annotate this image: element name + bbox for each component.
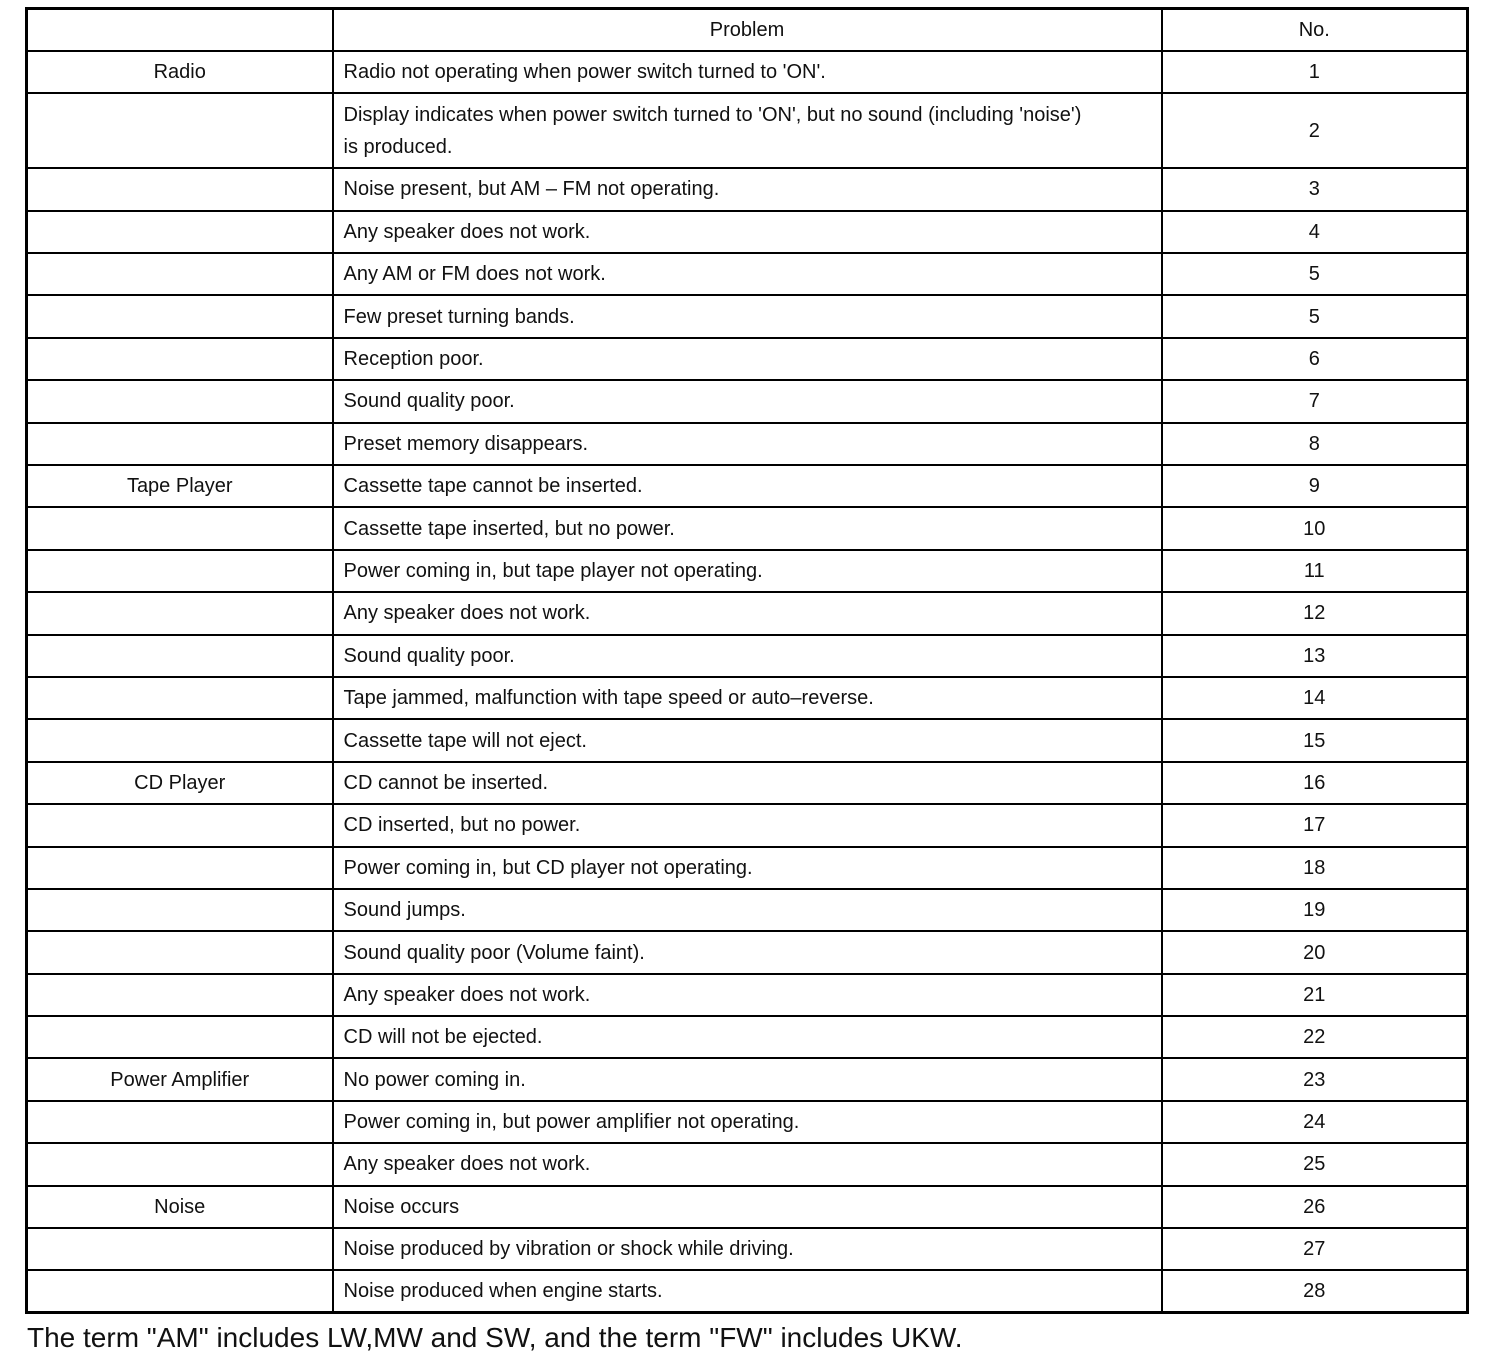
row-number: 12 xyxy=(1162,592,1468,634)
row-problem: CD inserted, but no power. xyxy=(333,804,1162,846)
table-row xyxy=(27,847,1468,889)
table-row xyxy=(27,592,1468,634)
row-problem: Cassette tape inserted, but no power. xyxy=(333,507,1162,549)
row-category: CD Player xyxy=(27,762,333,804)
row-number: 24 xyxy=(1162,1101,1468,1143)
row-number: 3 xyxy=(1162,168,1468,210)
row-number: 28 xyxy=(1162,1270,1468,1312)
row-number: 20 xyxy=(1162,931,1468,973)
row-number: 16 xyxy=(1162,762,1468,804)
row-category: Radio xyxy=(27,51,333,93)
row-problem: Noise produced when engine starts. xyxy=(333,1270,1162,1312)
row-problem: Reception poor. xyxy=(333,338,1162,380)
row-category xyxy=(27,168,333,210)
row-category xyxy=(27,423,333,465)
table-row xyxy=(27,168,1468,210)
table-row xyxy=(27,338,1468,380)
table-row xyxy=(27,507,1468,549)
row-number: 15 xyxy=(1162,719,1468,761)
table-row xyxy=(27,253,1468,295)
table-header-row xyxy=(27,9,1468,51)
row-problem: Few preset turning bands. xyxy=(333,295,1162,337)
row-problem: Sound quality poor. xyxy=(333,380,1162,422)
row-category xyxy=(27,804,333,846)
row-category xyxy=(27,677,333,719)
header-problem: Problem xyxy=(333,9,1162,51)
row-problem: Cassette tape cannot be inserted. xyxy=(333,465,1162,507)
row-category xyxy=(27,1270,333,1312)
row-problem: Any speaker does not work. xyxy=(333,592,1162,634)
table-row xyxy=(27,931,1468,973)
table-row xyxy=(27,93,1468,168)
row-number: 2 xyxy=(1162,93,1468,168)
table-row xyxy=(27,1143,1468,1185)
row-category xyxy=(27,889,333,931)
table-row xyxy=(27,295,1468,337)
table-row xyxy=(27,719,1468,761)
row-category xyxy=(27,338,333,380)
row-problem: Any speaker does not work. xyxy=(333,974,1162,1016)
table-row xyxy=(27,1186,1468,1228)
row-number: 7 xyxy=(1162,380,1468,422)
row-category xyxy=(27,550,333,592)
row-category xyxy=(27,380,333,422)
header-category xyxy=(27,9,333,51)
row-problem: Sound quality poor. xyxy=(333,635,1162,677)
table-row xyxy=(27,1058,1468,1100)
row-number: 17 xyxy=(1162,804,1468,846)
row-problem: Any speaker does not work. xyxy=(333,1143,1162,1185)
row-category xyxy=(27,1016,333,1058)
table-row xyxy=(27,974,1468,1016)
table-row xyxy=(27,1016,1468,1058)
row-category xyxy=(27,974,333,1016)
row-problem: Power coming in, but CD player not operating. xyxy=(333,847,1162,889)
table-row xyxy=(27,762,1468,804)
row-number: 27 xyxy=(1162,1228,1468,1270)
row-number: 23 xyxy=(1162,1058,1468,1100)
row-number: 26 xyxy=(1162,1186,1468,1228)
row-number: 10 xyxy=(1162,507,1468,549)
row-problem: Any speaker does not work. xyxy=(333,211,1162,253)
row-category xyxy=(27,1101,333,1143)
table-row xyxy=(27,889,1468,931)
row-number: 6 xyxy=(1162,338,1468,380)
row-problem: Radio not operating when power switch turned to 'ON'. xyxy=(333,51,1162,93)
row-category xyxy=(27,931,333,973)
row-category xyxy=(27,507,333,549)
row-problem: Cassette tape will not eject. xyxy=(333,719,1162,761)
troubleshooting-table xyxy=(25,7,1469,1314)
table-row xyxy=(27,423,1468,465)
row-number: 22 xyxy=(1162,1016,1468,1058)
row-problem: Any AM or FM does not work. xyxy=(333,253,1162,295)
row-problem: CD will not be ejected. xyxy=(333,1016,1162,1058)
row-number: 5 xyxy=(1162,253,1468,295)
table-row xyxy=(27,51,1468,93)
table-row xyxy=(27,635,1468,677)
row-category: Tape Player xyxy=(27,465,333,507)
row-category: Noise xyxy=(27,1186,333,1228)
row-number: 25 xyxy=(1162,1143,1468,1185)
table-row xyxy=(27,1270,1468,1312)
row-category xyxy=(27,1228,333,1270)
table-row xyxy=(27,550,1468,592)
table-row xyxy=(27,380,1468,422)
row-number: 9 xyxy=(1162,465,1468,507)
row-problem: Noise present, but AM – FM not operating. xyxy=(333,168,1162,210)
row-number: 21 xyxy=(1162,974,1468,1016)
row-number: 18 xyxy=(1162,847,1468,889)
row-problem: No power coming in. xyxy=(333,1058,1162,1100)
table-row xyxy=(27,804,1468,846)
row-number: 5 xyxy=(1162,295,1468,337)
table-row xyxy=(27,1101,1468,1143)
row-category xyxy=(27,847,333,889)
table-body xyxy=(27,51,1468,1313)
header-no: No. xyxy=(1162,9,1468,51)
row-category xyxy=(27,592,333,634)
table-row xyxy=(27,1228,1468,1270)
row-category xyxy=(27,719,333,761)
row-problem: Power coming in, but tape player not operating. xyxy=(333,550,1162,592)
table-row xyxy=(27,211,1468,253)
row-problem: Sound jumps. xyxy=(333,889,1162,931)
row-number: 1 xyxy=(1162,51,1468,93)
row-number: 8 xyxy=(1162,423,1468,465)
table-row xyxy=(27,465,1468,507)
row-category: Power Amplifier xyxy=(27,1058,333,1100)
row-category xyxy=(27,211,333,253)
row-category xyxy=(27,635,333,677)
row-problem: Sound quality poor (Volume faint). xyxy=(333,931,1162,973)
row-number: 11 xyxy=(1162,550,1468,592)
row-problem: Display indicates when power switch turned to 'ON', but no sound (including 'noise') is produced. xyxy=(333,93,1162,168)
row-problem: CD cannot be inserted. xyxy=(333,762,1162,804)
row-problem: Power coming in, but power amplifier not operating. xyxy=(333,1101,1162,1143)
footnote: The term "AM" includes LW,MW and SW, and the term "FW" includes UKW. xyxy=(27,1322,963,1353)
row-problem: Tape jammed, malfunction with tape speed or auto–reverse. xyxy=(333,677,1162,719)
row-number: 19 xyxy=(1162,889,1468,931)
row-category xyxy=(27,295,333,337)
row-number: 14 xyxy=(1162,677,1468,719)
table-row xyxy=(27,677,1468,719)
row-problem: Noise occurs xyxy=(333,1186,1162,1228)
row-number: 4 xyxy=(1162,211,1468,253)
row-category xyxy=(27,93,333,168)
row-category xyxy=(27,253,333,295)
row-problem: Noise produced by vibration or shock while driving. xyxy=(333,1228,1162,1270)
row-category xyxy=(27,1143,333,1185)
row-number: 13 xyxy=(1162,635,1468,677)
row-problem: Preset memory disappears. xyxy=(333,423,1162,465)
